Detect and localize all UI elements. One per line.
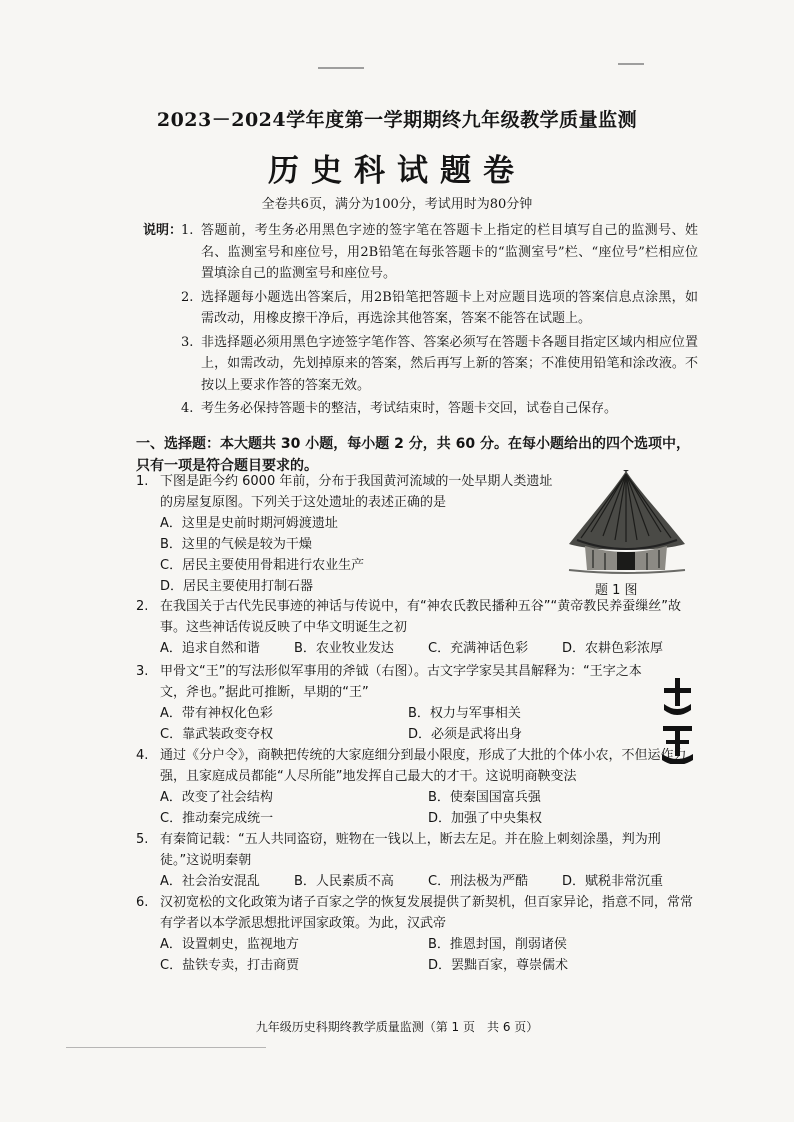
option-d: D．居民主要使用打制石器 (160, 579, 314, 594)
option-a: A．带有神权化色彩 (160, 706, 273, 721)
scan-mark (318, 67, 364, 69)
instruction-item (143, 287, 698, 330)
option-a: A．追求自然和谐 (160, 641, 260, 656)
option-d: D．必须是武将出身 (408, 727, 523, 742)
instruction-item (143, 398, 698, 420)
instruction-number: 1. (181, 223, 194, 238)
question-1 (136, 471, 556, 597)
option-b: B．人民素质不高 (294, 874, 394, 889)
option-d: D．赋税非常沉重 (562, 874, 664, 889)
option-b: B．这里的气候是较为干燥 (160, 537, 312, 552)
option-c: C．充满神话色彩 (428, 641, 529, 656)
instruction-number: 4. (181, 401, 194, 416)
instruction-text: 考生务必保持答题卡的整洁，考试结束时，答题卡交回，试卷自己保存。 (201, 401, 618, 416)
question-5 (136, 829, 696, 892)
question-options (136, 513, 556, 597)
option-a: A．设置刺史，监视地方 (160, 937, 299, 952)
instructions-lead: 说明： (143, 223, 183, 238)
instruction-text: 选择题每小题选出答案后，用2B铅笔把答题卡上对应题目选项的答案信息点涂黑，如需改动，用橡皮擦干净后，再选涂其他答案，答案不能答在试题上。 (201, 289, 698, 326)
question-number: 4. (136, 748, 149, 763)
question-text: 下图是距今约 6000 年前，分布于我国黄河流域的一处早期人类遗址的房屋复原图。下列关于这处遗址的表述正确的是 (160, 474, 553, 510)
option-b: B．使秦国国富兵强 (428, 790, 541, 805)
question-text: 有秦简记载：“五人共同盗窃，赃物在一钱以上，断去左足。并在脸上刺刻涂墨，判为刑徒。”这说明秦朝 (160, 832, 661, 868)
question-text: 在我国关于古代先民事迹的神话与传说中，有“神农氏教民播种五谷”“黄帝教民养蚕缫丝”故事。这些神话传说反映了中华文明诞生之初 (160, 599, 681, 635)
section-title: 一、选择题：本大题共 30 小题，每小题 2 分，共 60 分。在每小题给出的四个选项中，只有一项是符合题目要求的。 (136, 436, 690, 474)
instructions (143, 220, 698, 420)
page-footer: 九年级历史科期终教学质量监测（第 1 页 共 6 页） (255, 1020, 539, 1034)
exam-subject-title: 历史科试题卷 (268, 153, 526, 189)
question-2 (136, 596, 696, 659)
question-4 (136, 745, 696, 829)
option-c: C．刑法极为严酷 (428, 874, 529, 889)
question-number: 5. (136, 832, 149, 847)
instruction-item (143, 332, 698, 397)
question-options (136, 787, 696, 829)
exam-info: 全卷共6页，满分为100分，考试用时为80分钟 (261, 197, 533, 212)
question-options (136, 871, 696, 892)
scan-mark (66, 1047, 266, 1048)
option-d: D．罢黜百家，尊崇儒术 (428, 958, 569, 973)
option-a: A．社会治安混乱 (160, 874, 260, 889)
option-d: D．加强了中央集权 (428, 811, 543, 826)
scan-mark (618, 63, 644, 65)
question-options (136, 703, 656, 745)
question-3 (136, 661, 656, 745)
question-text: 甲骨文“王”的写法形似军事用的斧钺（右图）。古文字学家吴其昌解释为：“王字之本文，斧也。”据此可推断，早期的“王” (160, 664, 642, 700)
figure-caption: 题 1 图 (595, 583, 638, 598)
option-c: C．居民主要使用骨耜进行农业生产 (160, 558, 365, 573)
question-number: 3. (136, 664, 149, 679)
option-a: A．这里是史前时期河姆渡遗址 (160, 516, 338, 531)
option-c: C．盐铁专卖，打击商贾 (160, 958, 300, 973)
question-number: 2. (136, 599, 149, 614)
option-b: B．推恩封国，削弱诸侯 (428, 937, 567, 952)
question-text: 汉初宽松的文化政策为诸子百家之学的恢复发展提供了新契机，但百家异论，指意不同，常常有学者以本学派思想批评国家政策。为此，汉武帝 (160, 895, 694, 931)
instruction-item (143, 220, 698, 285)
question-options (136, 934, 696, 976)
option-b: B．农业牧业发达 (294, 641, 394, 656)
question-number: 6. (136, 895, 149, 910)
hut-reconstruction-image (563, 466, 689, 576)
option-d: D．农耕色彩浓厚 (562, 641, 664, 656)
option-c: C．推动秦完成统一 (160, 811, 274, 826)
question-text: 通过《分户令》，商鞅把传统的大家庭细分到最小限度，形成了大批的个体小农，不但运作力强，且家庭成员都能“人尽所能”地发挥自己最大的才干。这说明商鞅变法 (160, 748, 687, 784)
exam-heading: 2023－2024学年度第一学期期终九年级教学质量监测 (156, 109, 638, 131)
option-c: C．靠武装政变夺权 (160, 727, 274, 742)
instruction-number: 2. (181, 289, 194, 305)
question-number: 1. (136, 474, 149, 489)
instruction-text: 答题前，考生务必用黑色字迹的签字笔在答题卡上指定的栏目填写自己的监测号、姓名、监测室号和座位号，用2B铅笔在每张答题卡的“监测室号”栏、“座位号”栏相应位置填涂自己的监测室号和座位号。 (201, 223, 698, 281)
question-options (136, 638, 696, 659)
instruction-number: 3. (181, 334, 194, 350)
instruction-text: 非选择题必须用黑色字迹签字笔作答、答案必须写在答题卡各题目指定区域内相应位置上，如需改动，先划掉原来的答案，然后再写上新的答案；不准使用铅笔和涂改液。不按以上要求作答的答案无效。 (201, 334, 698, 393)
question-6 (136, 892, 696, 976)
option-b: B．权力与军事相关 (408, 706, 521, 721)
option-a: A．改变了社会结构 (160, 790, 273, 805)
